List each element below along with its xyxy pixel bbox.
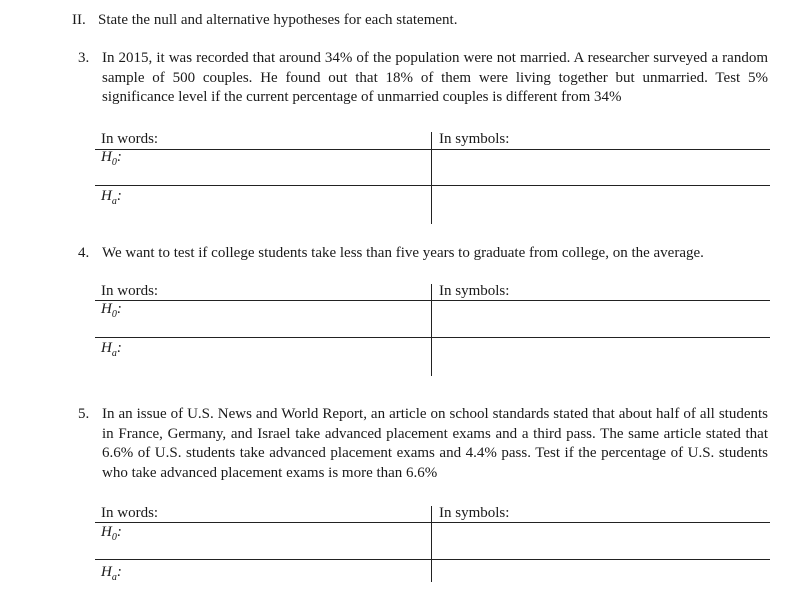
column-divider — [431, 506, 432, 582]
question-text: We want to test if college students take less than five years to graduate from college, on the average. — [102, 245, 704, 261]
question-number: 3. — [78, 50, 90, 66]
column-divider — [431, 284, 432, 376]
answer-table-4 — [95, 282, 770, 359]
alternative-hypothesis-label[interactable]: $H_a$: — [101, 340, 122, 359]
in-symbols-label: In symbols: — [439, 505, 510, 521]
null-hypothesis-label[interactable]: $H_0$: — [101, 524, 122, 543]
in-words-label: In words: — [101, 131, 159, 147]
answer-table-header — [95, 130, 770, 150]
alternative-hypothesis-label[interactable]: $H_a$: — [101, 564, 122, 583]
question-text: In an issue of U.S. News and World Report, an article on school standards stated that about half of all students in France, Germany, and Israel take advanced placement exams and a third pass. The same article stated that 6.6% of U.S. students take advanced placement exams and 4.4% pass. Test if the percentage of U.S. students who take advanced placement exams is more than 6.6% — [102, 406, 768, 481]
alternative-hypothesis-label[interactable]: $H_a$: — [101, 188, 122, 207]
question-number: 5. — [78, 406, 90, 422]
section-instructions: State the null and alternative hypotheses for each statement. — [98, 12, 458, 28]
in-symbols-label: In symbols: — [439, 131, 510, 147]
row-rule — [95, 185, 770, 186]
answer-table-3 — [95, 130, 770, 207]
question-text: In 2015, it was recorded that around 34% of the population were not married. A researcher surveyed a random sample of 500 couples. He found out that 18% of them were living together but unmarried. Test 5% significance level if the current percentage of unmarried couples is different from 34% — [102, 50, 768, 105]
in-words-label: In words: — [101, 505, 159, 521]
null-hypothesis-label[interactable]: $H_0$: — [101, 149, 122, 168]
section-number: II. — [72, 12, 86, 28]
answer-table-5 — [95, 504, 770, 583]
question-4 — [78, 244, 768, 264]
row-rule — [95, 337, 770, 338]
null-hypothesis-label[interactable]: $H_0$: — [101, 301, 122, 320]
in-symbols-label: In symbols: — [439, 283, 510, 299]
header-rule — [95, 522, 770, 523]
question-3 — [78, 49, 768, 108]
header-rule — [95, 300, 770, 301]
question-number: 4. — [78, 245, 90, 261]
column-divider — [431, 132, 432, 224]
header-rule — [95, 149, 770, 150]
row-rule — [95, 559, 770, 560]
question-5 — [78, 405, 768, 483]
in-words-label: In words: — [101, 283, 159, 299]
answer-table-header — [95, 504, 770, 524]
section-title — [72, 12, 457, 29]
answer-table-header — [95, 282, 770, 302]
